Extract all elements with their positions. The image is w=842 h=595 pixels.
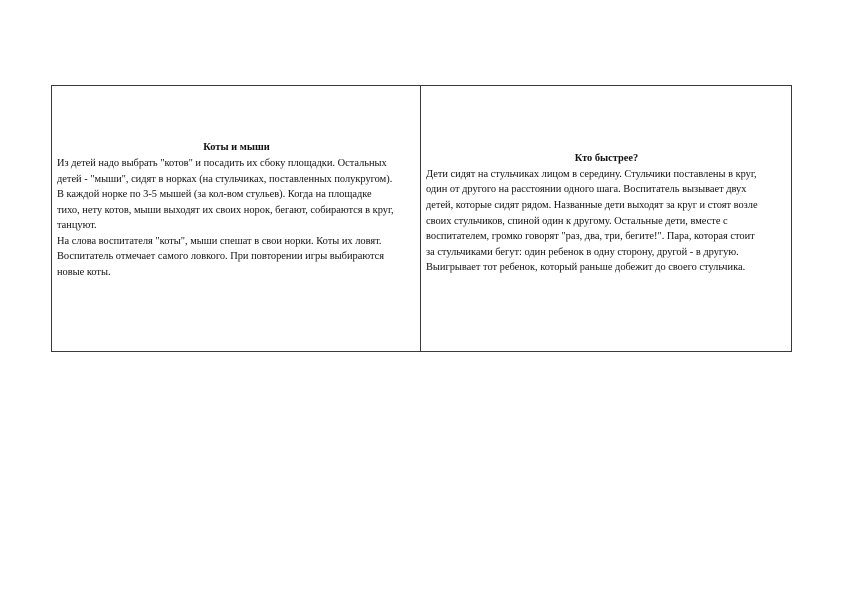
card-title: Коты и мыши (203, 142, 270, 154)
card-text-line: Воспитатель отмечает самого ловкого. При повторении игры выбираются (57, 251, 384, 263)
card-text-line: Дети сидят на стульчиках лицом в середину. Стульчики поставлены в круг, (426, 168, 757, 180)
cards-row (52, 86, 792, 352)
card-text-line: детей - "мыши", сидят в норках (на стульчиках, поставленных полукругом). (57, 173, 393, 185)
card-text-line: новые коты. (57, 267, 111, 279)
game-card-cats-and-mice (52, 86, 421, 352)
card-text-line: тихо, нету котов, мыши выходят их своих норок, бегают, собираются в круг, (57, 204, 394, 216)
card-title: Кто быстрее? (574, 153, 639, 165)
card-text-line: детей, которые сидят рядом. Названные дети выходят за круг и стоят возле (426, 199, 758, 211)
card-text-line: Выигрывает тот ребенок, который раньше добежит до своего стульчика. (426, 262, 746, 274)
card-text-line: воспитателем, громко говорят "раз, два, три, бегите!". Пара, которая стоит (426, 231, 755, 243)
card-text-line: своих стульчиков, спиной один к другому. Остальные дети, вместе с (426, 215, 728, 227)
card-text-line: за стульчиками бегут: один ребенок в одну сторону, другой - в другую. (426, 246, 739, 258)
game-card-who-is-faster (421, 86, 792, 352)
card-text-line: На слова воспитателя "коты", мыши спешат в свои норки. Коты их ловят. (57, 235, 382, 247)
game-cards-table (51, 85, 792, 352)
card-content (426, 151, 787, 276)
card-text-line: танцуют. (57, 220, 97, 232)
card-text-line: В каждой норке по 3-5 мышей (за кол-вом стульев). Когда на площадке (57, 189, 372, 201)
card-text-line: Из детей надо выбрать "котов" и посадить их сбоку площадки. Остальных (57, 157, 387, 169)
card-content (57, 140, 416, 280)
card-text-line: один от другого на расстоянии одного шага. Воспитатель вызывает двух (426, 184, 747, 196)
